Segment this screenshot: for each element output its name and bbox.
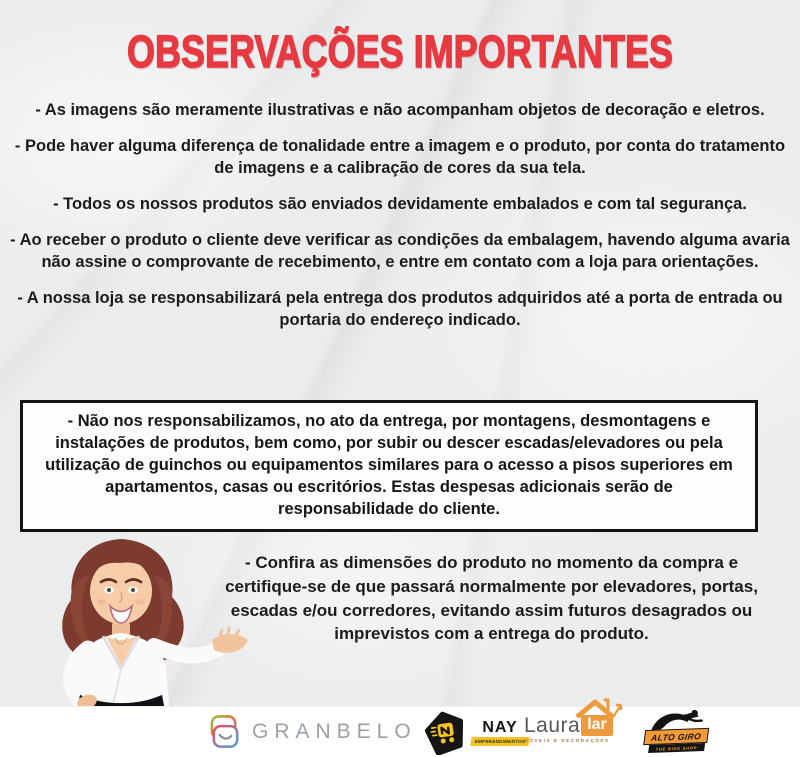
nay-tagline-banner <box>470 737 529 746</box>
nay-delivery-cart-icon <box>424 711 466 755</box>
altogiro-tagline-strip <box>648 743 705 753</box>
brand-logos-band <box>0 706 800 757</box>
disclaimer-paragraph-2: - Pode haver alguma diferença de tonalidade entre a imagem e o produto, por conta do tratamento de imagens e a calibração de cores da sua tela. <box>14 136 786 177</box>
granbelo-logo <box>208 714 417 750</box>
granbelo-mark-icon <box>208 714 243 750</box>
disclaimer-paragraph-3: - Todos os nossos produtos são enviados devidamente embalados e com tal segurança. <box>53 194 747 213</box>
highlight-box <box>20 400 758 532</box>
lauralar-wordmark-prefix: Laura <box>524 714 581 737</box>
altogiro-wordmark: ALTO GIRO <box>650 730 702 743</box>
disclaimer-paragraph-5: - A nossa loja se responsabilizará pela entrega dos produtos adquiridos até a porta de entrada ou portaria do endereço indicado. <box>17 288 783 329</box>
lauralar-logo <box>524 715 613 743</box>
lauralar-wordmark-suffix: lar <box>581 715 613 736</box>
disclaimer-paragraphs <box>8 100 792 346</box>
nay-tagline: EMPREENDIMENTOS <box>474 739 526 744</box>
lauralar-house-icon <box>581 715 613 736</box>
granbelo-wordmark: GRANBELO <box>252 720 417 743</box>
disclaimer-paragraph-4: - Ao receber o produto o cliente deve verificar as condições da embalagem, havendo alguma avaria não assine o comprovante de recebimento, e entre em contato com a loja para orientações. <box>10 230 790 271</box>
delivery-note: - Confira as dimensões do produto no momento da compra e certifique-se de que passará normalmente por elevadores, portas, escadas e/ou corredores, evitando assim futuros desagrados ou imprevistos com a entrega do produto. <box>225 553 758 644</box>
highlight-box-text: - Não nos responsabilizamos, no ato da entrega, por montagens, desmontagens e instalações de produtos, bem como, por subir ou descer escadas/elevadores ou pela utilização de guinchos ou equipamentos similares para o acesso a pisos superiores em apartamentos, casas ou escritórios. Estas despesas adicionais serão de responsabilidade do cliente. <box>45 412 733 518</box>
nay-logo <box>424 711 529 755</box>
lauralar-roof-icon <box>575 698 623 718</box>
altogiro-tagline: THE BIKE SHOP <box>655 744 698 752</box>
lauralar-tagline: MÓVEIS E DECORAÇÕES <box>524 738 610 743</box>
nay-wordmark: NAY <box>482 719 518 736</box>
altogiro-logo <box>643 707 708 753</box>
page-title: OBSERVAÇÕES IMPORTANTES <box>126 26 674 77</box>
disclaimer-paragraph-1: - As imagens são meramente ilustrativas e não acompanham objetos de decoração e eletros. <box>35 101 765 119</box>
